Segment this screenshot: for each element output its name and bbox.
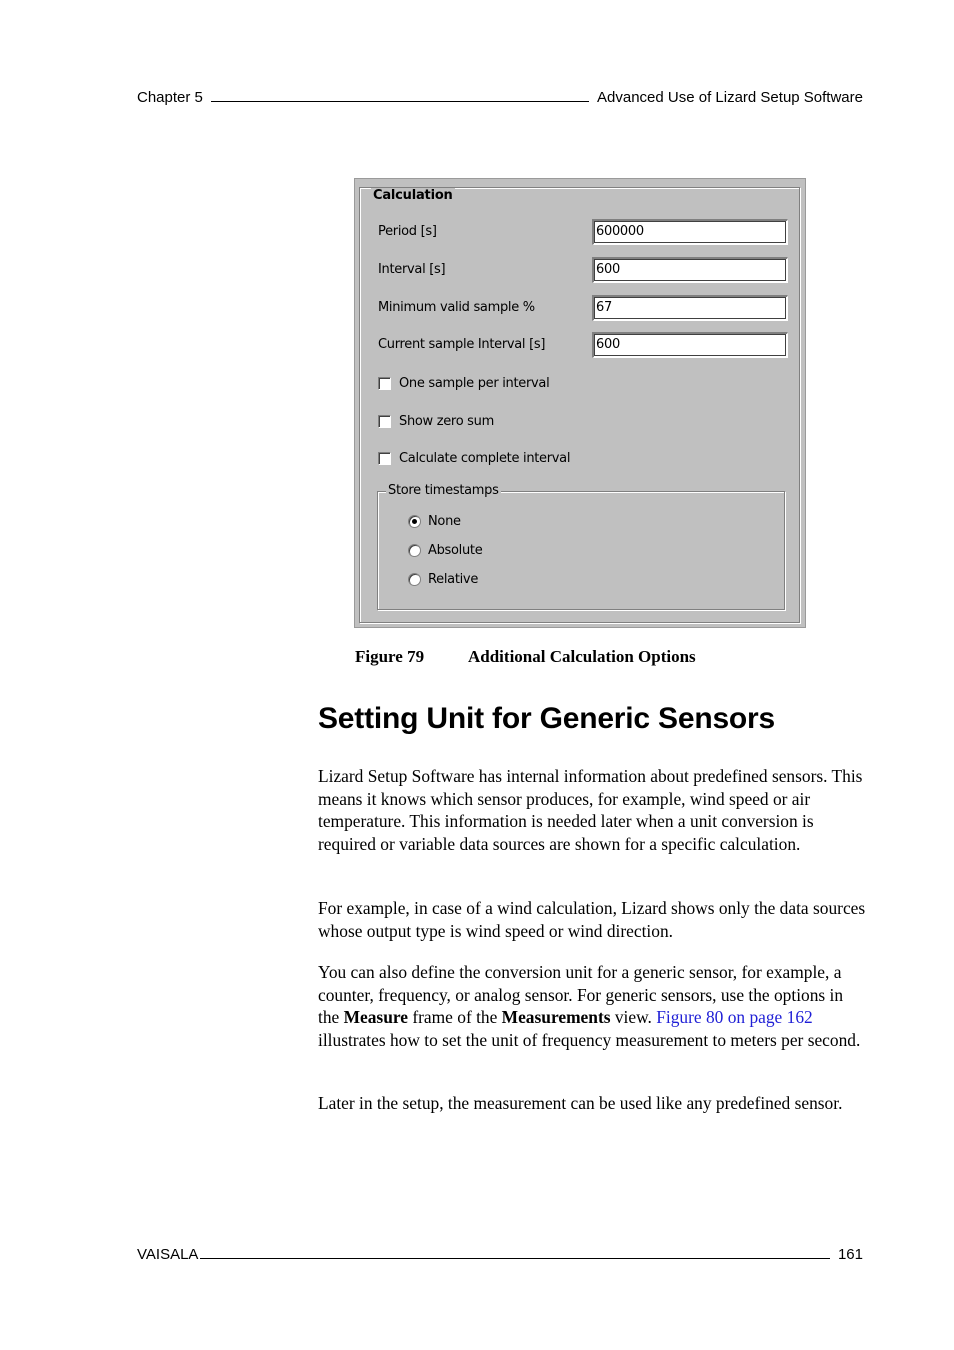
timestamp-absolute-radio[interactable] bbox=[408, 544, 421, 557]
paragraph-later-setup: Later in the setup, the measurement can be used like any predefined sensor. bbox=[318, 1093, 843, 1113]
p3-text-c: frame of the bbox=[408, 1007, 502, 1028]
one-sample-per-interval-checkbox[interactable] bbox=[378, 377, 391, 390]
measure-term: Measure bbox=[343, 1007, 408, 1028]
timestamp-absolute-label: Absolute bbox=[428, 542, 483, 558]
min-valid-sample-input[interactable]: 67 bbox=[592, 295, 788, 321]
header-rule bbox=[211, 100, 589, 102]
timestamp-relative-option[interactable] bbox=[408, 570, 478, 588]
show-zero-sum-checkbox[interactable] bbox=[378, 415, 391, 428]
figure-80-link[interactable]: Figure 80 on page 162 bbox=[656, 1007, 813, 1028]
calculate-complete-interval-option[interactable] bbox=[378, 449, 570, 467]
current-sample-interval-row bbox=[378, 332, 790, 358]
timestamp-relative-label: Relative bbox=[428, 571, 479, 587]
timestamp-none-label: None bbox=[428, 513, 461, 529]
p3-text-f: illustrates how to set the unit of frequency measurement to meters per second. bbox=[318, 1029, 861, 1050]
p3-text-a: You can also define the conversion unit for a generic sensor, for example, a counter, frequency, or analog sensor. For generic sensors, use the options in the bbox=[318, 962, 844, 1028]
chapter-title: Advanced Use of Lizard Setup Software bbox=[597, 89, 863, 106]
calculation-group bbox=[359, 187, 800, 623]
section-heading: Setting Unit for Generic Sensors bbox=[318, 702, 776, 735]
store-timestamps-group bbox=[377, 483, 785, 610]
page-number: 161 bbox=[837, 1246, 863, 1263]
measurements-term: Measurements bbox=[501, 1007, 611, 1028]
calculate-complete-interval-label: Calculate complete interval bbox=[399, 450, 571, 466]
current-sample-interval-label: Current sample Interval [s] bbox=[378, 337, 546, 352]
show-zero-sum-option[interactable] bbox=[378, 412, 494, 430]
calculation-dialog-screenshot bbox=[354, 178, 806, 628]
timestamp-absolute-option[interactable] bbox=[408, 541, 482, 559]
paragraph-predefined-sensors: Lizard Setup Software has internal information about predefined sensors. This means it knows which sensor produces, for example, wind speed or air temperature. This information is needed later when a unit conversion is required or variable data sources are shown for a specific calculation. bbox=[318, 766, 863, 854]
paragraph-generic-sensor bbox=[318, 961, 866, 1051]
running-footer bbox=[137, 1243, 863, 1263]
timestamp-none-radio[interactable] bbox=[408, 515, 421, 528]
paragraph-wind-example: For example, in case of a wind calculation, Lizard shows only the data sources whose output type is wind speed or wind direction. bbox=[318, 898, 866, 941]
timestamp-none-option[interactable] bbox=[408, 512, 461, 530]
one-sample-per-interval-label: One sample per interval bbox=[399, 375, 550, 391]
interval-row bbox=[378, 257, 790, 283]
period-row bbox=[378, 219, 790, 245]
show-zero-sum-label: Show zero sum bbox=[399, 413, 494, 429]
calculation-group-title: Calculation bbox=[373, 188, 453, 203]
min-valid-sample-row bbox=[378, 295, 790, 321]
period-label: Period [s] bbox=[378, 224, 437, 239]
one-sample-per-interval-option[interactable] bbox=[378, 374, 549, 392]
timestamp-relative-radio[interactable] bbox=[408, 573, 421, 586]
company-name: VAISALA bbox=[137, 1246, 199, 1263]
figure-caption bbox=[355, 647, 696, 667]
min-valid-sample-label: Minimum valid sample % bbox=[378, 300, 535, 315]
footer-rule bbox=[200, 1257, 830, 1259]
store-timestamps-title: Store timestamps bbox=[388, 483, 499, 498]
p3-text-e: view. bbox=[610, 1007, 657, 1028]
chapter-label: Chapter 5 bbox=[137, 89, 203, 106]
running-header bbox=[137, 86, 863, 106]
interval-input[interactable]: 600 bbox=[592, 257, 788, 283]
interval-label: Interval [s] bbox=[378, 262, 446, 277]
figure-title: Additional Calculation Options bbox=[468, 647, 696, 666]
calculate-complete-interval-checkbox[interactable] bbox=[378, 452, 391, 465]
current-sample-interval-input[interactable]: 600 bbox=[592, 332, 788, 358]
figure-number: Figure 79 bbox=[355, 647, 425, 666]
period-input[interactable]: 600000 bbox=[592, 219, 788, 245]
